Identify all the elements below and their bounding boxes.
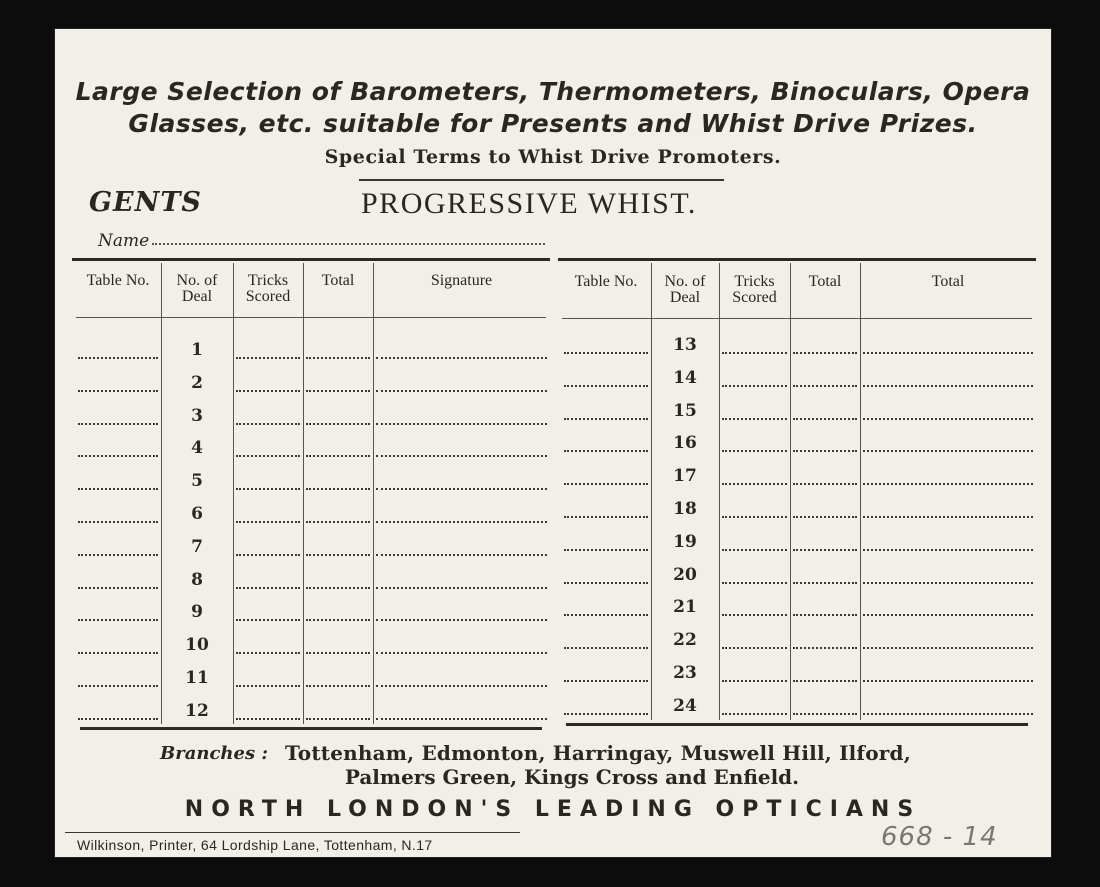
right-header-3: Total (808, 273, 842, 290)
left-deal-number: 12 (185, 700, 209, 721)
right-total-field-2[interactable] (863, 352, 1033, 354)
left-header-4: Signature (430, 272, 493, 289)
right-tricks-field[interactable] (722, 385, 787, 387)
right-total-field-2[interactable] (863, 614, 1033, 616)
right-deal-number: 17 (673, 466, 697, 487)
right-total-field-2[interactable] (863, 516, 1033, 518)
right-deal-number: 24 (673, 695, 697, 716)
right-total-field[interactable] (793, 483, 857, 485)
right-header-2: Tricks Scored (732, 273, 777, 306)
left-signature-field[interactable] (376, 357, 547, 359)
left-signature-field[interactable] (376, 619, 547, 621)
right-total-field[interactable] (793, 582, 857, 584)
left-deal-number: 7 (191, 536, 203, 557)
category-label: GENTS (89, 187, 202, 218)
left-tricks-field[interactable] (236, 521, 300, 523)
left-total-field[interactable] (306, 619, 370, 621)
left-signature-field[interactable] (376, 685, 547, 687)
left-table-no-field[interactable] (78, 455, 158, 457)
right-tricks-field[interactable] (722, 418, 787, 420)
right-col-divider (651, 263, 652, 720)
left-tricks-field[interactable] (236, 390, 300, 392)
left-total-field[interactable] (306, 685, 370, 687)
left-total-field[interactable] (306, 423, 370, 425)
branches-line-2: Palmers Green, Kings Cross and Enfield. (344, 765, 800, 789)
right-total-field[interactable] (793, 418, 857, 420)
right-table-no-field[interactable] (564, 352, 648, 354)
footer-rule (65, 832, 520, 833)
left-total-field[interactable] (306, 521, 370, 523)
right-tricks-field[interactable] (722, 450, 787, 452)
left-tricks-field[interactable] (236, 619, 300, 621)
right-total-field-2[interactable] (863, 582, 1033, 584)
left-total-field[interactable] (306, 718, 370, 720)
left-deal-number: 2 (191, 372, 203, 393)
right-total-field-2[interactable] (863, 647, 1033, 649)
right-tricks-field[interactable] (722, 713, 787, 715)
right-total-field-2[interactable] (863, 680, 1033, 682)
left-header-rule (76, 317, 546, 318)
left-table-no-field[interactable] (78, 554, 158, 556)
right-deal-number: 23 (673, 663, 697, 683)
left-header-3: Total (321, 272, 355, 289)
left-signature-field[interactable] (376, 423, 547, 425)
right-table-no-field[interactable] (564, 483, 648, 485)
right-deal-number: 13 (673, 335, 697, 355)
left-tricks-field[interactable] (236, 685, 300, 687)
right-tricks-field[interactable] (722, 516, 787, 518)
left-deal-number: 1 (191, 340, 203, 360)
left-deal-number: 4 (191, 438, 203, 459)
right-deal-number: 16 (673, 433, 697, 454)
right-total-field-2[interactable] (863, 549, 1033, 551)
left-tricks-field[interactable] (236, 718, 300, 720)
left-total-field[interactable] (306, 390, 370, 392)
right-total-field-2[interactable] (863, 713, 1033, 715)
right-header-0: Table No. (574, 273, 638, 290)
left-col-divider (161, 263, 162, 724)
left-tricks-field[interactable] (236, 455, 300, 457)
right-total-field[interactable] (793, 713, 857, 715)
right-deal-number: 18 (673, 499, 697, 519)
right-total-field-2[interactable] (863, 483, 1033, 485)
left-table-no-field[interactable] (78, 652, 158, 654)
left-signature-field[interactable] (376, 390, 547, 392)
right-col-divider (790, 263, 791, 720)
left-table-no-field[interactable] (78, 685, 158, 687)
left-tricks-field[interactable] (236, 554, 300, 556)
title-rule (359, 179, 724, 181)
left-total-field[interactable] (306, 587, 370, 589)
right-table-no-field[interactable] (564, 680, 648, 682)
right-table-no-field[interactable] (564, 614, 648, 616)
left-signature-field[interactable] (376, 652, 547, 654)
advert-line-2: Glasses, etc. suitable for Presents and Whist Drive Prizes. (128, 109, 978, 138)
left-header-1: No. of Deal (176, 272, 218, 305)
left-signature-field[interactable] (376, 488, 547, 490)
left-table-no-field[interactable] (78, 619, 158, 621)
left-total-field[interactable] (306, 455, 370, 457)
left-signature-field[interactable] (376, 455, 547, 457)
right-deal-number: 15 (673, 400, 697, 421)
right-tricks-field[interactable] (722, 647, 787, 649)
right-bottom-rule (566, 723, 1028, 726)
left-col-divider (233, 263, 234, 724)
left-table-no-field[interactable] (78, 718, 158, 720)
right-table-no-field[interactable] (564, 647, 648, 649)
right-total-field[interactable] (793, 614, 857, 616)
left-signature-field[interactable] (376, 554, 547, 556)
left-deal-number: 10 (185, 635, 209, 656)
printer-credit: Wilkinson, Printer, 64 Lordship Lane, Tottenham, N.17 (77, 837, 433, 853)
catalog-number: 668 - 14 (881, 822, 998, 852)
left-tricks-field[interactable] (236, 587, 300, 589)
right-total-field-2[interactable] (863, 418, 1033, 420)
right-table-no-field[interactable] (564, 516, 648, 518)
left-total-field[interactable] (306, 652, 370, 654)
right-total-field-2[interactable] (863, 450, 1033, 452)
right-header-4: Total (931, 273, 965, 290)
right-total-field[interactable] (793, 450, 857, 452)
left-table-no-field[interactable] (78, 587, 158, 589)
left-table-no-field[interactable] (78, 488, 158, 490)
page-title: PROGRESSIVE WHIST. (361, 187, 697, 220)
left-header-0: Table No. (86, 272, 150, 289)
right-deal-number: 19 (673, 531, 697, 552)
right-tricks-field[interactable] (722, 483, 787, 485)
left-total-field[interactable] (306, 488, 370, 490)
right-total-field[interactable] (793, 680, 857, 682)
left-header-2: Tricks Scored (245, 272, 291, 305)
right-header-rule (562, 318, 1032, 319)
left-tricks-field[interactable] (236, 423, 300, 425)
left-deal-number: 9 (191, 602, 203, 623)
right-total-field[interactable] (793, 352, 857, 354)
right-table-no-field[interactable] (564, 582, 648, 584)
left-tricks-field[interactable] (236, 488, 300, 490)
left-top-rule (72, 258, 550, 261)
left-signature-field[interactable] (376, 521, 547, 523)
right-deal-number: 14 (673, 367, 697, 388)
right-total-field[interactable] (793, 647, 857, 649)
branches-label: Branches : (160, 743, 268, 764)
scorecard (55, 29, 1051, 857)
left-deal-number: 6 (191, 504, 203, 524)
right-header-1: No. of Deal (664, 273, 706, 306)
right-tricks-field[interactable] (722, 549, 787, 551)
right-deal-number: 20 (673, 564, 697, 585)
left-deal-number: 11 (185, 668, 209, 688)
slogan: NORTH LONDON'S LEADING OPTICIANS (184, 797, 922, 822)
right-top-rule (558, 258, 1036, 261)
left-signature-field[interactable] (376, 587, 547, 589)
right-table-no-field[interactable] (564, 549, 648, 551)
right-tricks-field[interactable] (722, 680, 787, 682)
advert-line-1: Large Selection of Barometers, Thermometers, Binoculars, Opera (75, 77, 1031, 106)
right-total-field[interactable] (793, 385, 857, 387)
special-terms: Special Terms to Whist Drive Promoters. (324, 146, 782, 168)
left-col-divider (303, 263, 304, 724)
right-table-no-field[interactable] (564, 418, 648, 420)
left-tricks-field[interactable] (236, 357, 300, 359)
right-deal-number: 21 (673, 597, 697, 618)
left-deal-number: 5 (191, 471, 203, 492)
left-table-no-field[interactable] (78, 357, 158, 359)
left-col-divider (373, 263, 374, 724)
right-col-divider (860, 263, 861, 720)
branches-line-1: Tottenham, Edmonton, Harringay, Muswell Hill, Ilford, (285, 741, 911, 765)
left-table-no-field[interactable] (78, 423, 158, 425)
left-deal-number: 8 (191, 569, 203, 590)
name-label: Name (98, 231, 150, 251)
left-total-field[interactable] (306, 357, 370, 359)
right-table-no-field[interactable] (564, 385, 648, 387)
right-table-no-field[interactable] (564, 450, 648, 452)
right-tricks-field[interactable] (722, 352, 787, 354)
right-tricks-field[interactable] (722, 582, 787, 584)
name-field[interactable] (152, 243, 545, 245)
right-tricks-field[interactable] (722, 614, 787, 616)
left-table-no-field[interactable] (78, 521, 158, 523)
right-total-field[interactable] (793, 516, 857, 518)
right-total-field-2[interactable] (863, 385, 1033, 387)
left-deal-number: 3 (191, 405, 203, 426)
left-total-field[interactable] (306, 554, 370, 556)
right-table-no-field[interactable] (564, 713, 648, 715)
left-tricks-field[interactable] (236, 652, 300, 654)
right-deal-number: 22 (673, 630, 697, 651)
left-table-no-field[interactable] (78, 390, 158, 392)
right-total-field[interactable] (793, 549, 857, 551)
left-signature-field[interactable] (376, 718, 547, 720)
right-col-divider (719, 263, 720, 720)
left-bottom-rule (80, 727, 542, 730)
